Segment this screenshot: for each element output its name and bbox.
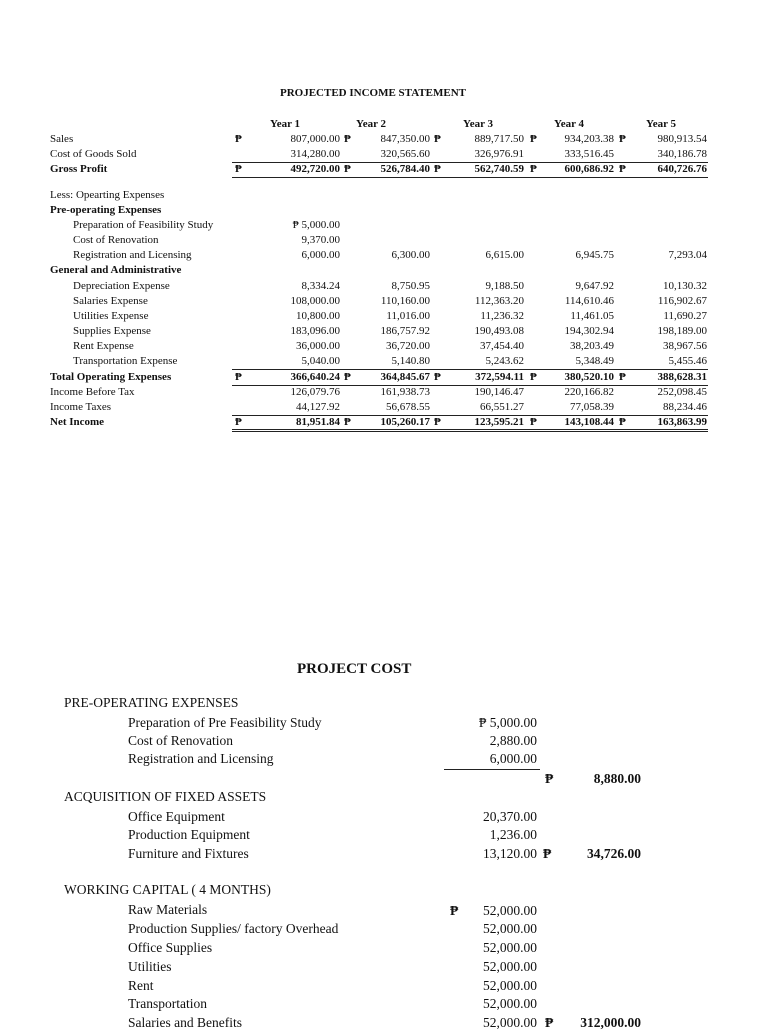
- ibt-value: 161,938.73: [380, 386, 430, 398]
- ga-value: 36,000.00: [296, 340, 340, 352]
- peso-sign: ₱: [619, 163, 626, 175]
- peso-sign: ₱: [235, 371, 242, 383]
- ga-value: 9,188.50: [485, 280, 524, 292]
- tax-value: 88,234.46: [663, 401, 707, 413]
- row-label: Cost of Goods Sold: [50, 148, 137, 160]
- total-opex-value: 372,594.11: [475, 371, 524, 383]
- ga-value: 194,302.94: [564, 325, 614, 337]
- gross-profit-value: 562,740.59: [474, 163, 524, 175]
- gross-profit-value: 526,784.40: [380, 163, 430, 175]
- cost-item-label: Rent: [128, 978, 154, 993]
- cost-item-label: Office Equipment: [128, 809, 225, 824]
- sales-value: 847,350.00: [380, 133, 430, 145]
- net-income-value: 81,951.84: [296, 416, 340, 428]
- peso-sign: ₱: [344, 416, 351, 428]
- sales-value: 889,717.50: [474, 133, 524, 145]
- cogs-value: 320,565.60: [380, 148, 430, 160]
- tax-value: 44,127.92: [296, 401, 340, 413]
- tax-value: 77,058.39: [570, 401, 614, 413]
- net-income-value: 105,260.17: [380, 416, 430, 428]
- peso-sign: ₱: [450, 903, 459, 918]
- divider: [232, 369, 708, 370]
- sales-value: 934,203.38: [564, 133, 614, 145]
- cost-item-value: 52,000.00: [483, 996, 537, 1011]
- peso-sign: ₱: [619, 371, 626, 383]
- total-opex-value: 364,845.67: [380, 371, 430, 383]
- peso-sign: ₱: [530, 416, 537, 428]
- net-income-value: 143,108.44: [564, 416, 614, 428]
- peso-sign: ₱: [530, 163, 537, 175]
- cost-item-label: Registration and Licensing: [128, 751, 274, 766]
- row-label: Depreciation Expense: [73, 280, 170, 292]
- cost-item-label: Utilities: [128, 959, 172, 974]
- ga-value: 11,236.32: [480, 310, 524, 322]
- cost-item-label: Cost of Renovation: [128, 733, 233, 748]
- row-label: Income Before Tax: [50, 386, 135, 398]
- cost-item-value: 6,000.00: [489, 751, 537, 766]
- ga-value: 10,130.32: [663, 280, 707, 292]
- divider: [232, 177, 708, 178]
- peso-sign: ₱: [235, 163, 242, 175]
- cost-item-value: ₱ 5,000.00: [478, 715, 537, 730]
- peso-sign: ₱: [619, 416, 626, 428]
- sales-value: 807,000.00: [290, 133, 340, 145]
- ibt-value: 190,146.47: [474, 386, 524, 398]
- total-opex-value: 388,628.31: [657, 371, 707, 383]
- ga-value: 183,096.00: [290, 325, 340, 337]
- cost-item-value: 52,000.00: [483, 959, 537, 974]
- peso-sign: ₱: [235, 133, 242, 145]
- peso-sign: ₱: [434, 163, 441, 175]
- section-header: Pre-operating Expenses: [50, 204, 162, 216]
- peso-sign: ₱: [545, 1015, 554, 1030]
- ga-value: 108,000.00: [290, 295, 340, 307]
- peso-sign: ₱: [235, 416, 242, 428]
- preop-value: 6,945.75: [575, 249, 614, 261]
- cost-item-label: Production Equipment: [128, 827, 250, 842]
- ga-value: 112,363.20: [474, 295, 524, 307]
- total-opex-value: 366,640.24: [290, 371, 340, 383]
- peso-sign: ₱: [530, 371, 537, 383]
- cogs-value: 326,976.91: [474, 148, 524, 160]
- cost-item-label: Production Supplies/ factory Overhead: [128, 921, 339, 936]
- cogs-value: 333,516.45: [564, 148, 614, 160]
- cost-item-value: 13,120.00: [483, 846, 537, 861]
- preop-value: ₱ 5,000.00: [292, 219, 340, 231]
- section-total: 8,880.00: [593, 771, 641, 786]
- section-header: PRE-OPERATING EXPENSES: [64, 695, 239, 710]
- peso-sign: ₱: [543, 846, 552, 861]
- row-label: Transportation Expense: [73, 355, 178, 367]
- ga-value: 36,720.00: [386, 340, 430, 352]
- section-total: 312,000.00: [580, 1015, 641, 1030]
- preop-value: 6,615.00: [485, 249, 524, 261]
- income-statement-title: PROJECTED INCOME STATEMENT: [280, 87, 467, 99]
- row-label: Salaries Expense: [73, 295, 148, 307]
- cost-item-value: 52,000.00: [483, 940, 537, 955]
- section-total: 34,726.00: [587, 846, 641, 861]
- cost-item-value: 52,000.00: [483, 921, 537, 936]
- row-label: Utilities Expense: [73, 310, 149, 322]
- ga-value: 9,647.92: [575, 280, 614, 292]
- tax-value: 56,678.55: [386, 401, 430, 413]
- gross-profit-value: 492,720.00: [290, 163, 340, 175]
- row-label: Income Taxes: [50, 401, 112, 413]
- tax-value: 66,551.27: [480, 401, 524, 413]
- cost-item-label: Raw Materials: [128, 902, 208, 917]
- cost-item-label: Preparation of Pre Feasibility Study: [128, 715, 322, 730]
- peso-sign: ₱: [344, 371, 351, 383]
- peso-sign: ₱: [434, 133, 441, 145]
- ga-value: 8,750.95: [391, 280, 430, 292]
- row-label: Registration and Licensing: [73, 249, 192, 261]
- ga-value: 10,800.00: [296, 310, 340, 322]
- double-underline: [232, 431, 708, 432]
- ga-value: 11,461.05: [570, 310, 614, 322]
- gross-profit-value: 600,686.92: [564, 163, 614, 175]
- ga-value: 5,040.00: [301, 355, 340, 367]
- ga-value: 5,348.49: [575, 355, 614, 367]
- ga-value: 11,016.00: [386, 310, 430, 322]
- row-label: Cost of Renovation: [73, 234, 159, 246]
- ga-value: 190,493.08: [474, 325, 524, 337]
- ga-value: 38,203.49: [570, 340, 614, 352]
- row-label: Total Operating Expenses: [50, 371, 172, 383]
- cost-item-value: 52,000.00: [483, 978, 537, 993]
- row-label: Preparation of Feasibility Study: [73, 219, 214, 231]
- row-label: Supplies Expense: [73, 325, 151, 337]
- ibt-value: 252,098.45: [657, 386, 707, 398]
- cost-item-value: 1,236.00: [489, 827, 537, 842]
- preop-value: 9,370.00: [301, 234, 340, 246]
- peso-sign: ₱: [545, 771, 554, 786]
- peso-sign: ₱: [344, 163, 351, 175]
- ga-value: 5,243.62: [485, 355, 524, 367]
- net-income-value: 123,595.21: [474, 416, 524, 428]
- cogs-value: 314,280.00: [290, 148, 340, 160]
- ibt-value: 126,079.76: [290, 386, 340, 398]
- peso-sign: ₱: [619, 133, 626, 145]
- ga-value: 114,610.46: [564, 295, 614, 307]
- ga-value: 5,455.46: [668, 355, 707, 367]
- project-cost-title: PROJECT COST: [297, 661, 412, 677]
- double-underline: [232, 429, 708, 430]
- row-label: Sales: [50, 133, 74, 145]
- year-header: Year 4: [554, 118, 585, 130]
- year-header: Year 3: [463, 118, 494, 130]
- ga-value: 116,902.67: [657, 295, 707, 307]
- cost-item-value: 52,000.00: [483, 1015, 537, 1030]
- ga-value: 8,334.24: [301, 280, 340, 292]
- preop-value: 6,300.00: [391, 249, 430, 261]
- peso-sign: ₱: [434, 371, 441, 383]
- ga-value: 186,757.92: [380, 325, 430, 337]
- row-label: Gross Profit: [50, 163, 108, 175]
- row-label: Rent Expense: [73, 340, 134, 352]
- cost-item-value: 2,880.00: [489, 733, 537, 748]
- divider: [444, 769, 540, 770]
- ga-value: 198,189.00: [657, 325, 707, 337]
- ga-value: 5,140.80: [391, 355, 430, 367]
- sales-value: 980,913.54: [657, 133, 707, 145]
- gross-profit-value: 640,726.76: [657, 163, 707, 175]
- year-header: Year 2: [356, 118, 387, 130]
- cost-item-value: 52,000.00: [483, 903, 537, 918]
- preop-value: 6,000.00: [301, 249, 340, 261]
- cost-item-value: 20,370.00: [483, 809, 537, 824]
- net-income-value: 163,863.99: [657, 416, 707, 428]
- row-label: Net Income: [50, 416, 105, 428]
- preop-value: 7,293.04: [668, 249, 707, 261]
- peso-sign: ₱: [434, 416, 441, 428]
- ga-value: 110,160.00: [380, 295, 430, 307]
- ga-value: 37,454.40: [480, 340, 524, 352]
- section-header: General and Administrative: [50, 264, 182, 276]
- ga-value: 38,967.56: [663, 340, 707, 352]
- cogs-value: 340,186.78: [657, 148, 707, 160]
- year-header: Year 1: [270, 118, 301, 130]
- peso-sign: ₱: [344, 133, 351, 145]
- year-header: Year 5: [646, 118, 677, 130]
- cost-item-label: Office Supplies: [128, 940, 213, 955]
- cost-item-label: Furniture and Fixtures: [128, 846, 249, 861]
- total-opex-value: 380,520.10: [564, 371, 614, 383]
- section-header: ACQUISITION OF FIXED ASSETS: [64, 789, 267, 804]
- ga-value: 11,690.27: [663, 310, 707, 322]
- cost-item-label: Salaries and Benefits: [128, 1015, 242, 1030]
- ibt-value: 220,166.82: [564, 386, 614, 398]
- section-header: WORKING CAPITAL ( 4 MONTHS): [64, 882, 271, 897]
- peso-sign: ₱: [530, 133, 537, 145]
- section-label: Less: Opearting Expenses: [50, 189, 165, 201]
- cost-item-label: Transportation: [128, 996, 208, 1011]
